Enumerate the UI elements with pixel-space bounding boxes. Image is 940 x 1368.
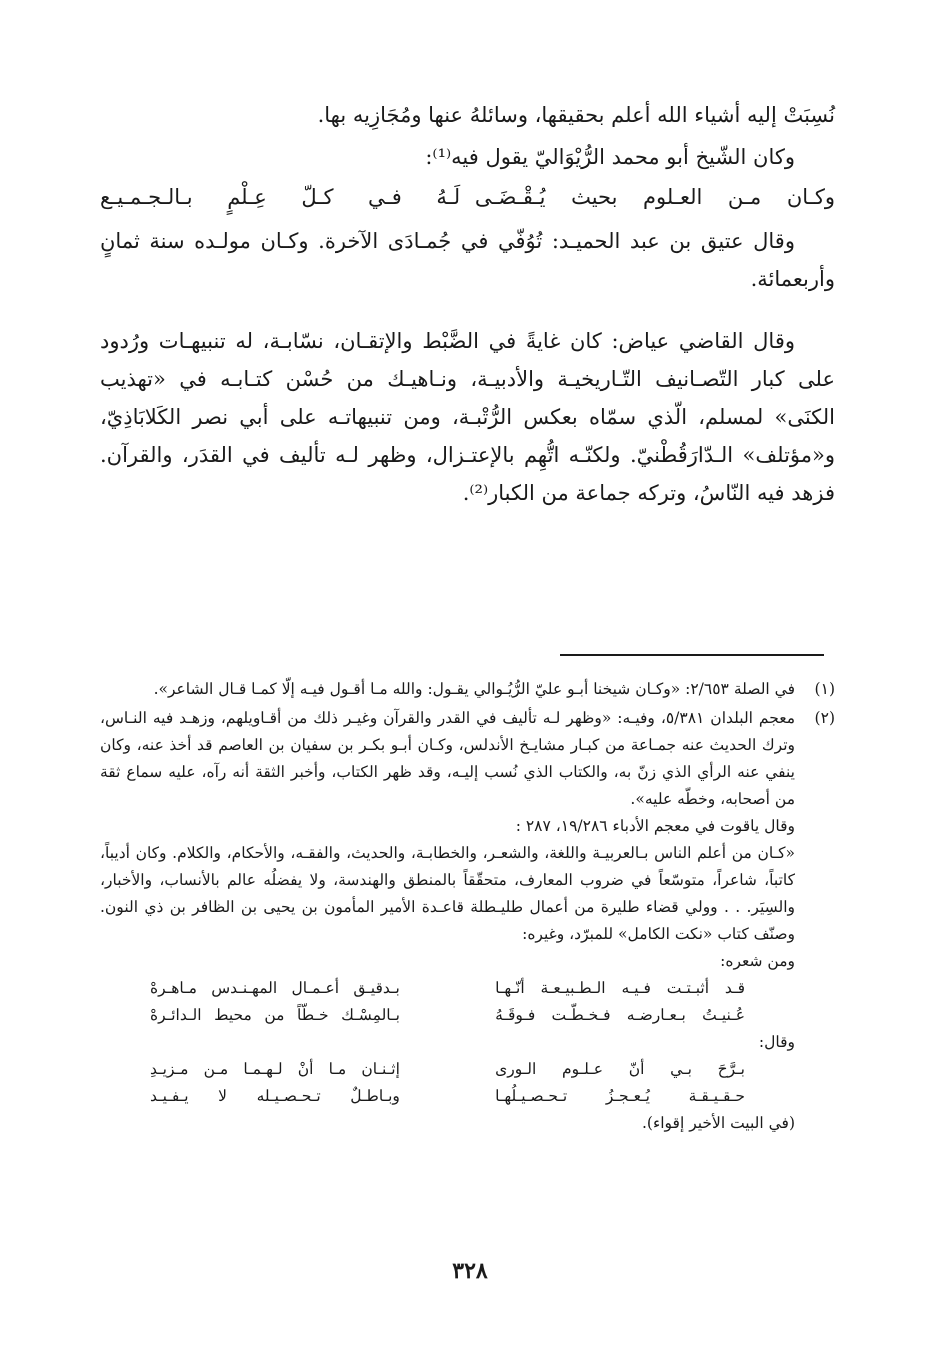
footnote-1-text: في الصلة ٢/٦٥٣: «وكـان شيخنا أبـو عليّ الرُّيُـوالي يقـول: والله مـا أقـول فيـه إلّا كمـا قـال الشاعر». [153, 680, 795, 698]
footnote-2-para-3: «كـان من أعلم الناس بـالعربيـة واللغة، والشعـر، والخطابـة، والحديث، والفقـه، والأحكام، والكلام. وكان أديباً، كاتباً، شاعراً، متوسّعاً في ضروب المعارف، متحقّقاً بالمنطق والهندسة، ولا يفضلُه عالم بالأنساب، والأخبار، والسِيَر. . . وولي قضاء طليرة من أعمال طليـطلة قاعـدة الأمير المأمون بن يحيى بن الظافر بن ذي النون. وصنّف كتاب «نكت الكامل» للمبرّد، وغيره: [100, 844, 795, 943]
footnote-2-para-5: وقال: [758, 1033, 795, 1051]
poem-2-verse-2-second: وبـاطـلٌ تـحـصـيـله لا يـفـيـد [150, 1087, 400, 1105]
footnote-2-para-1: معجم البلدان ٥/٣٨١، وفيـه: «وظهر لـه تأليف في القدر والقرآن وغيـر ذلك من أقـاويلهم، وزهـد فيه النـاس، وترك الحديث عنه جمـاعة من كبـار مشايـخ الأندلس، وكـان أبـو بكـر بن سفيان بن العاصم قد أخذ عنه، وكان ينفي عنه الرأي الذي زنّ به، والكتاب الذي نُسب إليـه، وقد ظهر الكتاب، وأخبر الثقة أنه رآه، عليه سماع ثقة من أصحابه، وخطّه عليه». [100, 709, 796, 808]
poem-1-verse-2-first: عُـنيـتُ بـعـارضـه فـخـطّـت فـوقَـهُ [495, 1006, 745, 1024]
main-text [100, 96, 835, 512]
footnote-2 [100, 705, 835, 1137]
verse-first-hemistich: وكـان مـن العـلوم بحيث يُـقْـضَـى [474, 185, 835, 209]
footnote-2-body [100, 705, 795, 1137]
verse-second-hemistich: لَـهُ فـي كـلّ عِـلْمٍ بـالـجـمـيـع [100, 185, 461, 209]
poem-2-verse-2 [100, 1083, 795, 1110]
poem-2-verse-1-first: بـرَّحَ بـي أنّ عـلـوم الـورى [495, 1060, 745, 1078]
poem-2-verse-2-first: حـقـيـقـة يُـعـجـزُ تـحـصـيـلُهـا [495, 1087, 745, 1105]
footnote-separator [560, 654, 824, 656]
page-number: ٣٢٨ [452, 1258, 488, 1284]
footnote-2-para-2: وقال ياقوت في معجم الأدباء ١٩/٢٨٦، ٢٨٧ : [515, 817, 795, 835]
poem-1-verse-1 [100, 975, 795, 1002]
poem-1-verse-1-second: بـدقيـق أعـمـال المهـنـدس مـاهـرهْ [150, 979, 400, 997]
footnote-2-number: (٢) [814, 709, 835, 727]
main-line-2: وكان الشّيخ أبو محمد الرُّيْوَاليّ يقول فيه⁽¹⁾: [425, 145, 795, 169]
paragraph-qadi-iyad: وقال القاضي عياض: كان غايةً في الضَّبْط والإتقـان، نسّابـة، له تنبيهـات ورُدود على كبار التّصـانيف التّـاريخيـة والأدبيـة، ونـاهيـك من حُسْن كتـابـه في «تهذيب الكنَى» لمسلم، الّذي سمّاه بعكس الرُّتْبـة، ومن تنبيهاتـه على أبي نصر الكَلابَاذِيّ، و«مؤتلف» الـدّارَقُطْنيّ. ولكنّـه اتُّهِم بالإعتـزال، وظهر لـه تأليف في القدَر، والقرآن. فزهد فيه النّاسُ، وتركه جماعة من الكبار⁽²⁾. [100, 329, 835, 505]
poem-2-verse-1-second: إثـنـان مـا أنْ لـهـمـا مـن مـزيـدِ [150, 1060, 400, 1078]
footnote-2-para-4: ومن شعره: [720, 952, 795, 970]
footnote-1-number: (١) [814, 680, 835, 698]
main-line-1: نُسِبَتْ إليه أشياء الله أعلم بحقيقها، وسائلهُ عنها ومُجَازِيه بها. [317, 103, 835, 127]
paragraph-atiq: وقال عتيق بن عبد الحميـد: تُوُفّي في جُمـادَى الآخرة. وكـان مولـده سنة ثمانٍ وأربعمائة. [100, 229, 835, 291]
footnotes [100, 676, 835, 1139]
poem-1-verse-1-first: قـد أثبـتـت فـيـه الـطـبيـعـة أنّـهـا [495, 979, 745, 997]
poem-1-verse-2 [100, 1002, 795, 1029]
footnote-2-para-6: (في البيت الأخير إقواء). [641, 1114, 795, 1132]
footnote-1 [100, 676, 835, 703]
poem-1-verse-2-second: بـالمِسْـك خـطّاً من محيط الـدائـرهْ [150, 1006, 400, 1024]
main-verse [100, 178, 835, 216]
poem-2-verse-1 [100, 1056, 795, 1083]
